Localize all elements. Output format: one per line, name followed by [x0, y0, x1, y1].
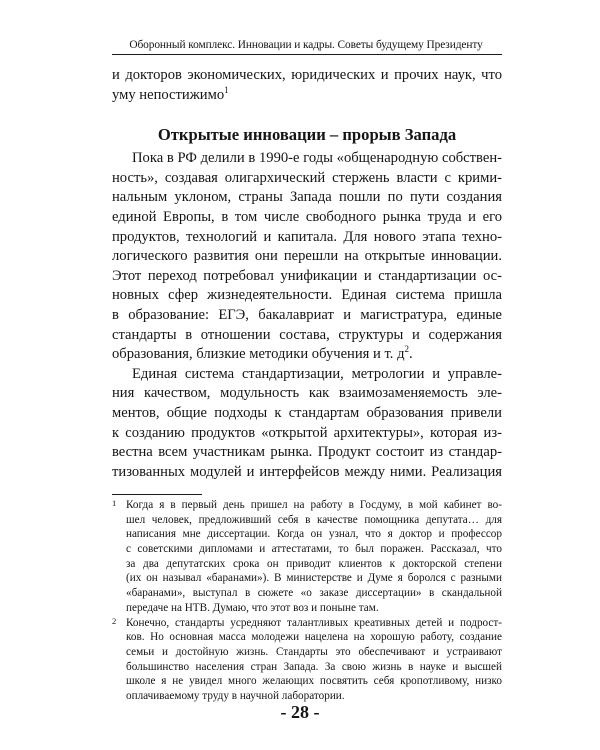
footnote-line: большинство населения стран Запада. За свою жизнь в науке и высшей [126, 660, 502, 673]
text-fragment: образования, близкие методики обучения и т. д [112, 346, 405, 363]
footnotes [112, 498, 502, 704]
footnote-ref: 1 [224, 84, 229, 95]
text-line: в образование: ЕГЭ, бакалавриат и магистратура, единые [112, 306, 502, 323]
footnote-ref: 2 [404, 344, 410, 355]
footnote-line: шел человек, предложивший себя в качестве помощника депутата… для [126, 513, 502, 526]
footnote-line: Когда я в первый день пришел на работу в Госдуму, в мой кабинет во- [126, 499, 502, 511]
page-number: - 28 - [280, 702, 320, 722]
text-line: Пока в РФ делили в 1990-е годы «общенародную собствен- [132, 150, 502, 167]
footnote-line: оплачиваемому труду в научной лаборатории. [126, 689, 345, 702]
header-rule [112, 54, 502, 55]
footnote-line: с советскими дипломами и аттестатами, то был поражен. Рассказал, что [126, 543, 502, 556]
text-line: продуктов, технологий и капитала. Для нового этапа техно- [112, 228, 502, 245]
footnote-line: ков. Но основная масса молодежи нацелена на хорошую работу, создание [126, 631, 502, 644]
text-line: образования, близкие методики обучения и т. $д^2$. [112, 344, 413, 363]
text-line: ния качеством, модульность как взаимозаменяемость эле- [112, 385, 502, 402]
text-line: ность», создавая олигархический стержень власти с крими- [112, 169, 502, 186]
text-line: к созданию продуктов «открытой архитектуры», которая из- [112, 424, 502, 441]
paragraph-2 [112, 365, 502, 483]
paragraph-1 [112, 149, 502, 365]
text-line: стандарты в отношении состава, структуры и содержания [112, 326, 502, 343]
text-line: ментов, общие подходы к стандартам образования привели [112, 404, 502, 421]
footnote-number: 2 [112, 615, 117, 626]
text-line: логического развития они перешли на открытые инновации. [112, 248, 502, 265]
text-line [112, 86, 502, 106]
section-title: Открытые инновации – прорыв Запада [157, 125, 457, 145]
text-line: тизованных модулей и интерфейсов между ними. Реализация [112, 463, 502, 480]
text-line: новных сфер жизнедеятельности. Единая система пришла [112, 287, 502, 304]
footnote-rule [112, 494, 202, 495]
running-head: Оборонный комплекс. Инновации и кадры. Советы будущему Президенту [129, 39, 483, 51]
text-line: вестна всем участникам рынка. Продукт состоит из стандар- [112, 444, 502, 461]
main-text [112, 66, 502, 482]
text-line: Единая система стандартизации, метрологии и управле- [132, 365, 502, 382]
text-line: и докторов экономических, юридических и прочих наук, что [112, 67, 502, 83]
text-line: единой Европы, в том числе свободного рынка труда и его [112, 208, 502, 225]
footnote-2 [112, 616, 502, 704]
footnote-number: 1 [112, 498, 117, 508]
footnote-line: написания мне диссертации. Когда он узнал, что я доктор и профессор [126, 528, 502, 541]
text-line: нальным уклоном, страны Запада пошли по пути создания [112, 189, 502, 206]
footnote-line: за два депутатских срока он приводит клиентов к докторской степени [126, 557, 502, 570]
footnote-line: (их он называл «баранами»). В министерстве и Думе я боролся с разными [126, 572, 502, 585]
text-fragment: уму непостижимо [112, 86, 225, 103]
footnote-line: передаче на НТВ. Думаю, что этот воз и поныне там. [126, 601, 379, 614]
text-line: Этот переход потребовал унификации и стандартизации ос- [112, 267, 502, 284]
footnote-line: семьи и достойную жизнь. Стандарты это обеспечивают и устраивают [126, 645, 502, 658]
footnote-1 [112, 498, 502, 616]
footnote-line: «баранами», выступал в сюжете «о заказе диссертации» в скандальной [126, 587, 502, 600]
footnote-line: школе я не увидел много желающих посвятить себя кропотливому, низко [126, 675, 502, 688]
footnote-line: Конечно, стандарты усредняют талантливых креативных детей и подрост- [126, 616, 502, 629]
